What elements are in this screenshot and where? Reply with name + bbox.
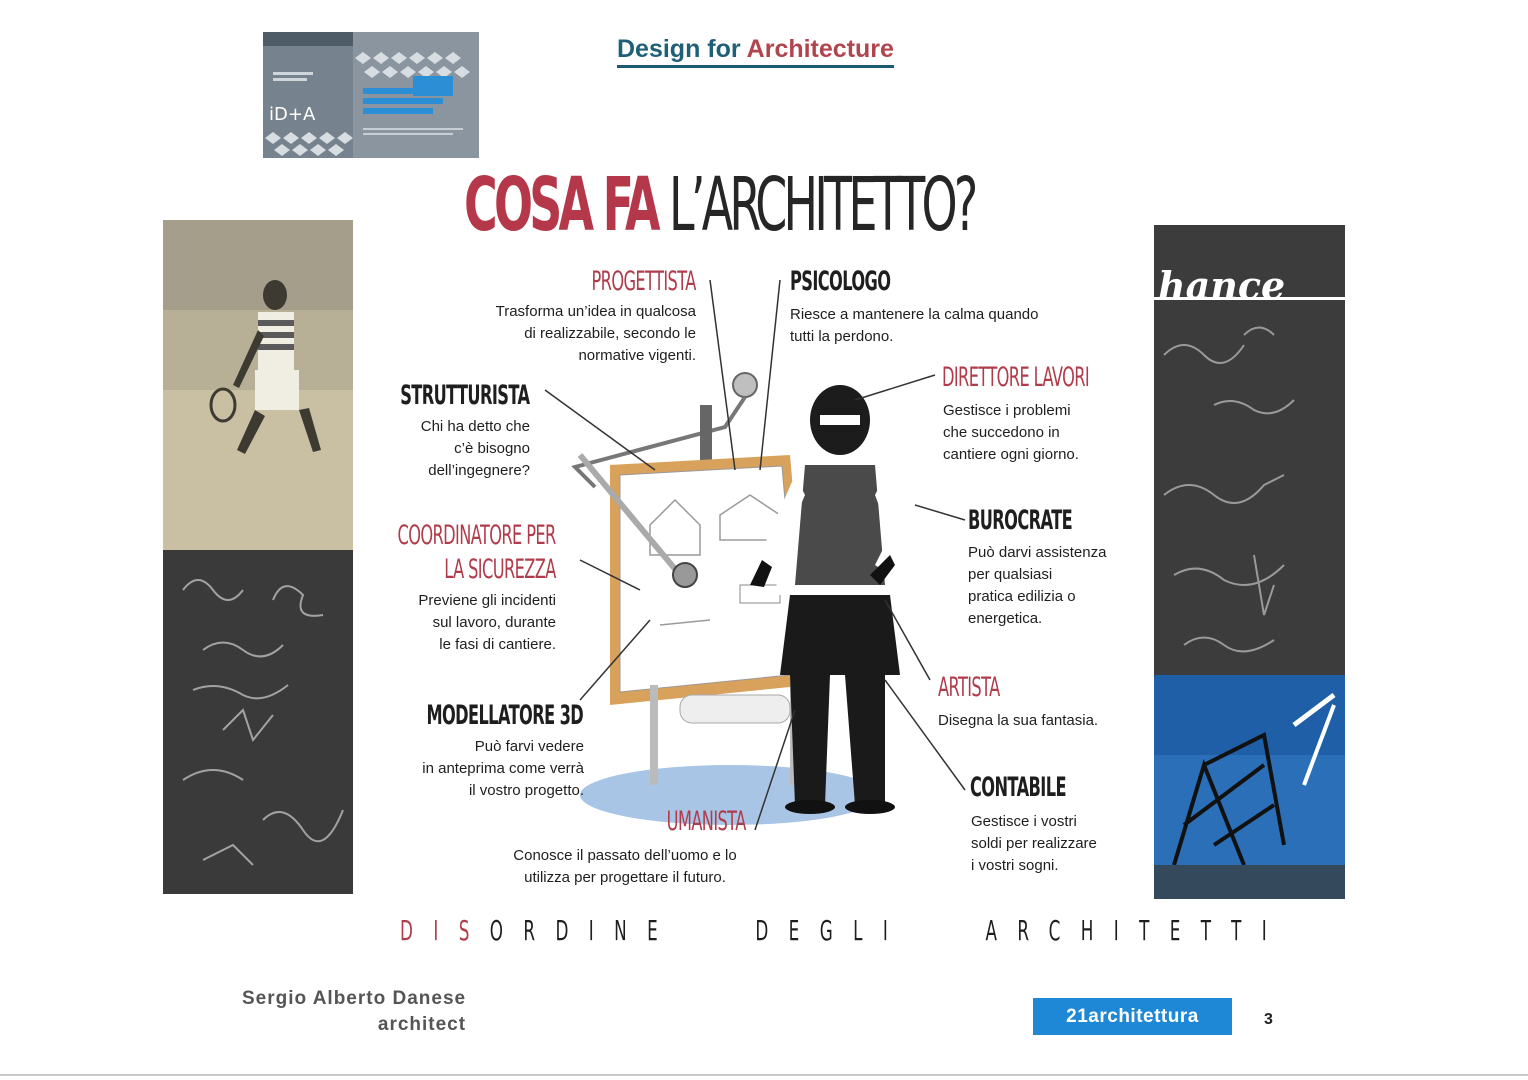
- desc-line: Previene gli incidenti: [418, 592, 556, 609]
- role-coordinatore-title-2: LA SICUREZZA: [444, 554, 556, 585]
- desc-line: energetica.: [968, 610, 1043, 627]
- role-burocrate-desc: [968, 542, 1106, 630]
- chalkboard-crane-image: [1154, 225, 1345, 899]
- desc-line: Chi ha detto che: [420, 418, 530, 435]
- desc-line: Conosce il passato dell’uomo e lo: [513, 847, 737, 864]
- desc-line: Gestisce i problemi: [943, 402, 1071, 419]
- bottom-divider: [0, 1074, 1528, 1076]
- desc-line: Gestisce i vostri: [971, 813, 1077, 830]
- desc-line: Trasforma un’idea in qualcosa: [495, 303, 696, 320]
- conference-logo-image: [263, 32, 479, 158]
- desc-line: le fasi di cantiere.: [439, 636, 556, 653]
- page-title: [617, 34, 894, 68]
- brand-badge: 21architettura: [1033, 998, 1232, 1035]
- tagline-red-part: DIS: [400, 914, 490, 947]
- author-block: [242, 986, 466, 1038]
- headline-part2: L’ARCHITETTO?: [668, 162, 975, 248]
- headline-part1: COSA FA: [464, 162, 657, 248]
- tagline-rest: ORDINE DEGLI ARCHITETTI: [489, 914, 1288, 947]
- role-direttore-title: DIRETTORE LAVORI: [942, 362, 1090, 393]
- desc-line: in anteprima come verrà: [422, 760, 584, 777]
- role-burocrate-title: BUROCRATE: [968, 505, 1073, 536]
- role-strutturista-desc: [421, 416, 530, 482]
- desc-line: c’è bisogno: [454, 440, 530, 457]
- desc-line: pratica edilizia o: [968, 588, 1076, 605]
- right-chalkboard-photo: [1154, 225, 1345, 899]
- role-coordinatore-desc: [418, 590, 556, 656]
- role-coordinatore-title-1: COORDINATORE PER: [397, 520, 556, 551]
- author-name: Sergio Alberto Danese: [242, 988, 467, 1009]
- desc-line: di realizzabile, secondo le: [524, 325, 696, 342]
- role-strutturista-title: STRUTTURISTA: [399, 380, 529, 411]
- title-part2: Architecture: [746, 35, 894, 63]
- desc-line: sul lavoro, durante: [432, 614, 556, 631]
- role-progettista-title: PROGETTISTA: [591, 266, 696, 297]
- desc-line: il vostro progetto.: [468, 782, 584, 799]
- role-progettista-desc: [496, 301, 696, 367]
- disordine-tagline: [400, 914, 1287, 947]
- role-direttore-desc: [943, 400, 1079, 466]
- logo-pattern-graphic: [263, 32, 479, 158]
- desc-line: normative vigenti.: [578, 347, 696, 364]
- role-artista-title: ARTISTA: [938, 672, 1000, 703]
- role-umanista-title: UMANISTA: [666, 806, 746, 837]
- tennis-player-image: [163, 220, 353, 894]
- desc-line: tutti la perdono.: [790, 328, 894, 345]
- desc-line: Disegna la sua fantasia.: [938, 712, 1099, 729]
- logo-text: iD+A: [269, 104, 316, 125]
- role-modellatore-desc: [422, 736, 584, 802]
- left-tennis-photo: [163, 220, 353, 894]
- page-number: 3: [1264, 1011, 1273, 1028]
- role-psicologo-desc: [790, 304, 1038, 348]
- role-modellatore-title: MODELLATORE 3D: [426, 700, 583, 731]
- desc-line: Riesce a mantenere la calma quando: [790, 306, 1039, 323]
- desc-line: Può farvi vedere: [474, 738, 584, 755]
- desc-line: Può darvi assistenza: [968, 544, 1107, 561]
- desc-line: soldi per realizzare: [971, 835, 1097, 852]
- role-contabile-desc: [971, 811, 1097, 877]
- role-contabile-title: CONTABILE: [970, 772, 1066, 803]
- author-role: architect: [377, 1014, 467, 1035]
- desc-line: cantiere ogni giorno.: [943, 446, 1079, 463]
- title-part1: Design for: [617, 35, 741, 63]
- desc-line: i vostri sogni.: [971, 857, 1059, 874]
- desc-line: dell’ingegnere?: [428, 462, 530, 479]
- role-umanista-desc: [480, 845, 770, 889]
- desc-line: che succedono in: [943, 424, 1060, 441]
- main-headline: [464, 160, 975, 250]
- desc-line: per qualsiasi: [968, 566, 1053, 583]
- role-psicologo-title: PSICOLOGO: [790, 266, 891, 297]
- desc-line: utilizza per progettare il futuro.: [524, 869, 726, 886]
- role-artista-desc: [938, 710, 1098, 732]
- right-photo-caption: hance: [1158, 263, 1286, 308]
